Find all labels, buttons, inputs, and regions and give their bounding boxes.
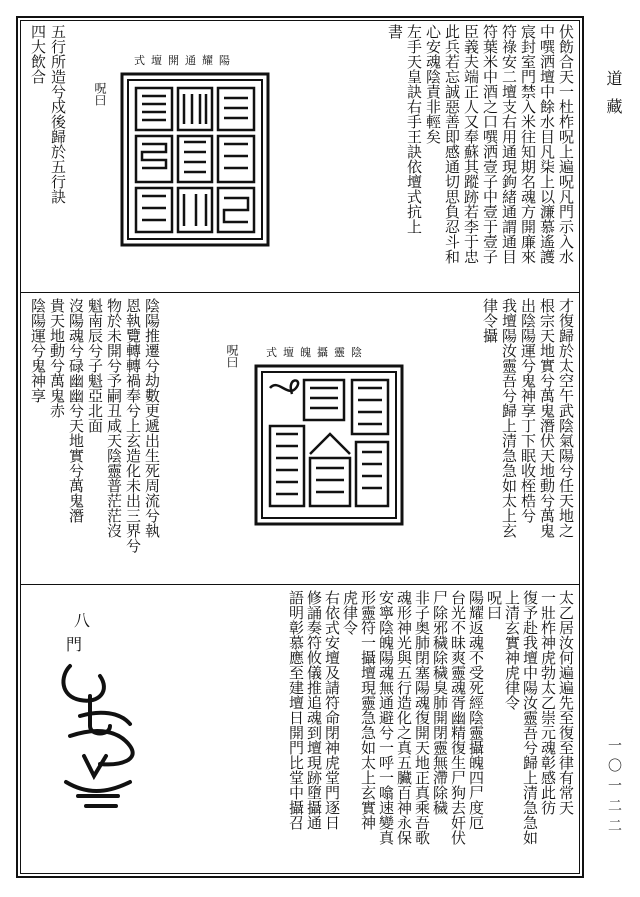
panel-3: [22, 586, 578, 874]
text-column: 中噀洒壇中餘水目凡柒上以濂慕遙護: [538, 24, 556, 264]
text-column: 一壯柞神虎勃太乙崇元魂彰感此彷: [539, 590, 557, 815]
panel-2: [22, 294, 578, 582]
page-number: 一〇一二二: [606, 738, 622, 838]
text-column: 非子奥肺閉塞陽魂復開天地正真乘吾歌: [413, 590, 431, 845]
text-column: 心安魂陰責非輕矣: [424, 24, 442, 144]
text-column: 形靈符一攝壇現靈急急如太上玄實神: [359, 590, 377, 830]
text-column: 尸除邪穢除穢臭肺開閉靈無滯除穢: [431, 590, 449, 815]
text-column: 書: [386, 24, 404, 39]
caption-eight: 八: [74, 611, 91, 630]
talisman-glyph: [50, 656, 150, 816]
text-column: 律令攝: [481, 298, 499, 343]
text-column: 根宗天地實兮萬鬼潛伏天地動兮萬鬼: [538, 298, 556, 538]
text-column: 物於未開兮予嗣丑咸天陰靈普茫茫沒: [105, 298, 123, 538]
text-column: 臣義夫端正人又奉蘇其蹤跡若李于忠: [462, 24, 480, 264]
text-column: 符葉米中酒之口噀洒壹子中壹于壹子: [481, 24, 499, 264]
text-column: 貴天地動兮萬鬼赤: [48, 298, 66, 418]
text-column: 陰陽運兮鬼神享: [29, 298, 47, 403]
text-column: 台光不昧爽靈魂胥幽精復生尸狗去奸伏: [449, 590, 467, 845]
text-column: 五行所造兮戍後歸於五行訣: [49, 24, 67, 204]
panel-1-right-text: [387, 24, 574, 288]
panel-3-right-text: [288, 590, 574, 870]
text-column: 太乙居汝何遍遍先至復至律有常天: [557, 590, 575, 815]
side-label: 道藏: [604, 70, 623, 126]
incantation-label: 呪曰: [93, 82, 107, 106]
text-column: 符祿安二壇支右用通現鉤緒通謂通目: [500, 24, 518, 264]
text-column: 才復歸於太空午武陰氣陽兮任天地之: [557, 298, 575, 538]
text-column: 沒陽魂兮碌幽幽兮天地實兮萬鬼潛: [67, 298, 85, 523]
text-column: 出陰陽運兮鬼神享丁下眠收桎梏兮: [519, 298, 537, 523]
text-column: 四大飲合: [29, 24, 47, 84]
text-column: 伏飭合天一杜柞呪上遍呪凡門示入水: [557, 24, 575, 264]
text-column: 虎律令: [341, 590, 359, 635]
text-column: 陰陽推遷兮劫數更遞出生死周流兮執: [143, 298, 161, 538]
text-column: 陽耀返魂不受死經陰靈攝魄四尸度厄: [467, 590, 485, 830]
panel-divider-2: [20, 584, 580, 585]
text-column: 恩執覽轉轉禍奉兮上玄造化未出三界兮: [124, 298, 142, 553]
text-column: 安寧陰魄陽魂無通避兮一呼一噏速變真: [377, 590, 395, 845]
text-column: 呪曰: [485, 590, 503, 620]
seal-diagram: [120, 72, 270, 247]
panel-1-left-text: [30, 24, 66, 288]
text-column: 宸封室門禁入米往知期名魂方開廉來: [519, 24, 537, 264]
panel-2-right-text: [482, 298, 574, 578]
text-column: 此兵若忘誠惡善即感通切思負忍斗和: [443, 24, 461, 264]
panel-2-left-text: [30, 298, 160, 578]
text-column: 左手天皇訣右手王訣依壇式抗上: [405, 24, 423, 234]
text-column: 魁南辰兮子魁亞北面: [86, 298, 104, 433]
text-column: 魂形神光與五行造化之真五臟百神永保: [395, 590, 413, 845]
incantation-label: 呪曰: [225, 344, 239, 368]
text-column: 語明彰慕應至建壇日開門比堂中攝召: [287, 590, 305, 830]
seal-diagram: [254, 364, 404, 526]
seal-title: 式壇開通耀陽: [134, 54, 236, 67]
text-column: 右依式安壇及請符命閉神虎堂門逐日: [323, 590, 341, 830]
text-column: 上清玄實神虎律令: [503, 590, 521, 710]
caption-door: 門: [66, 635, 83, 654]
seal-title: 式壇魄攝靈陰: [266, 346, 368, 359]
text-column: 復予赴我壇中陽汝靈吾兮歸上清急急如: [521, 590, 539, 845]
panel-divider-1: [20, 292, 580, 293]
text-column: 我壇陽汝靈吾兮歸上清急急如太上玄: [500, 298, 518, 538]
panel-1: [22, 22, 578, 290]
text-column: 修誦奏符攸儀推追魂到壇現跡墮攝通: [305, 590, 323, 830]
